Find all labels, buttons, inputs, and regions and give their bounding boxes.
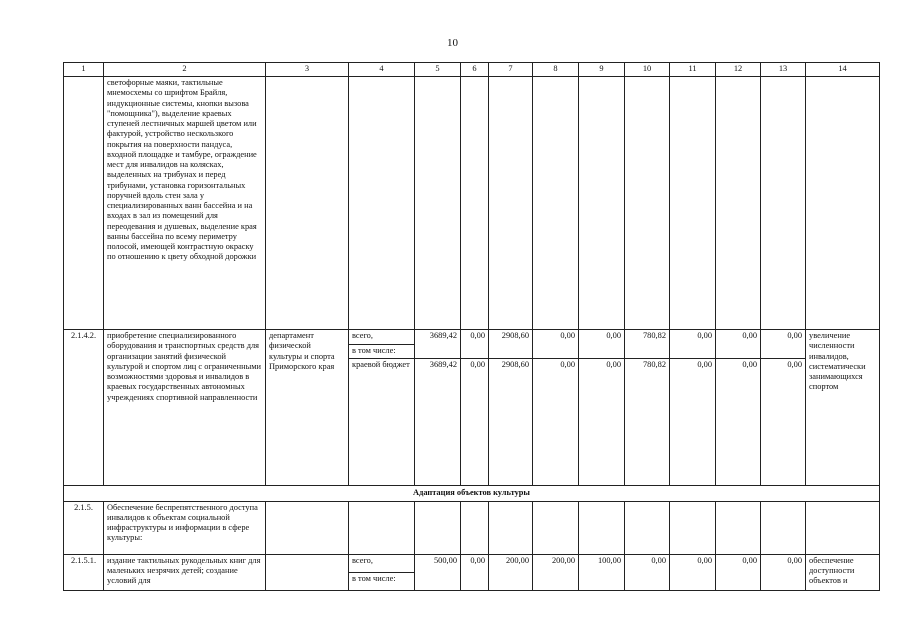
code-cell: 2.1.4.2. xyxy=(64,330,104,486)
value-cell xyxy=(415,501,461,554)
code-cell: 2.1.5. xyxy=(64,501,104,554)
source-cell: в том числе: xyxy=(349,572,415,590)
description-cell: приобретение специализированного оборудования и транспортных средств для организации занятий физической культурой и спортом лиц с ограниченными возможностями здоровья и инвалидов в краевых государственных автономных учреждениях спортивной направленности xyxy=(104,330,266,486)
source-cell: краевой бюджет xyxy=(349,358,415,485)
header-cell: 5 xyxy=(415,63,461,77)
header-cell: 9 xyxy=(579,63,625,77)
value-cell: 2908,60 xyxy=(489,358,533,485)
value-cell: 200,00 xyxy=(489,554,533,590)
header-cell: 4 xyxy=(349,63,415,77)
value-cell xyxy=(461,501,489,554)
code-cell xyxy=(64,77,104,330)
result-cell xyxy=(806,501,880,554)
source-cell xyxy=(349,77,415,330)
program-table xyxy=(63,62,880,591)
value-cell xyxy=(533,77,579,330)
result-cell: увеличение численности инвалидов, систематически занимающихся спортом xyxy=(806,330,880,486)
result-cell: обеспечение доступности объектов и xyxy=(806,554,880,590)
source-cell xyxy=(349,501,415,554)
value-cell: 0,00 xyxy=(761,330,806,359)
table-row-2151-total xyxy=(64,554,880,572)
value-cell: 0,00 xyxy=(670,358,716,485)
value-cell xyxy=(579,501,625,554)
header-cell: 14 xyxy=(806,63,880,77)
value-cell: 2908,60 xyxy=(489,330,533,359)
executor-cell xyxy=(266,501,349,554)
value-cell: 0,00 xyxy=(716,358,761,485)
header-cell: 6 xyxy=(461,63,489,77)
value-cell: 0,00 xyxy=(461,330,489,359)
value-cell: 100,00 xyxy=(579,554,625,590)
value-cell xyxy=(716,501,761,554)
header-cell: 7 xyxy=(489,63,533,77)
header-cell: 12 xyxy=(716,63,761,77)
header-cell: 13 xyxy=(761,63,806,77)
value-cell xyxy=(533,501,579,554)
description-cell: светофорные маяки, тактильные мнемосхемы со шрифтом Брайля, индукционные системы, кнопки вызова "помощника"), выделение краевых ступеней лестничных маршей цветом или фактурой, устройство нескользкого покрытия на поверхности пандуса, входной площадке и тамбуре, ограждение мест для инвалидов на колясках, выделенных на трибунах и перед трибунами, установка горизонтальных поручней вдоль стен зала у специализированных ванн бассейна и на входах в зал из помещений для переодевания и душевых, выделение края ванны бассейна по всему периметру полосой, имеющей контрастную окраску по отношению к цвету обходной дорожки xyxy=(104,77,266,330)
table-row-2142-total xyxy=(64,330,880,359)
value-cell: 0,00 xyxy=(533,358,579,485)
section-title: Адаптация объектов культуры xyxy=(64,485,880,501)
header-cell: 3 xyxy=(266,63,349,77)
header-cell: 11 xyxy=(670,63,716,77)
header-cell: 8 xyxy=(533,63,579,77)
source-total-label: всего, xyxy=(352,331,373,340)
value-cell xyxy=(415,77,461,330)
executor-cell: департамент физической культуры и спорта Приморского края xyxy=(266,330,349,486)
value-cell: 0,00 xyxy=(625,554,670,590)
page-number: 10 xyxy=(447,37,458,49)
section-row xyxy=(64,485,880,501)
value-cell: 0,00 xyxy=(761,554,806,590)
value-cell xyxy=(625,501,670,554)
value-cell xyxy=(670,77,716,330)
value-cell xyxy=(761,501,806,554)
value-cell: 780,82 xyxy=(625,358,670,485)
value-cell xyxy=(489,77,533,330)
value-cell: 200,00 xyxy=(533,554,579,590)
executor-cell xyxy=(266,554,349,590)
code-cell: 2.1.5.1. xyxy=(64,554,104,590)
header-cell: 1 xyxy=(64,63,104,77)
executor-cell xyxy=(266,77,349,330)
value-cell xyxy=(625,77,670,330)
description-cell: Обеспечение беспрепятственного доступа инвалидов к объектам социальной инфраструктуры и информации в сфере культуры: xyxy=(104,501,266,554)
source-cell: всего, xyxy=(349,554,415,572)
table-row-215 xyxy=(64,501,880,554)
value-cell: 0,00 xyxy=(761,358,806,485)
value-cell: 0,00 xyxy=(670,554,716,590)
value-cell: 500,00 xyxy=(415,554,461,590)
value-cell xyxy=(670,501,716,554)
value-cell: 3689,42 xyxy=(415,330,461,359)
source-including-label: в том числе: xyxy=(349,344,414,356)
value-cell: 0,00 xyxy=(533,330,579,359)
header-cell: 2 xyxy=(104,63,266,77)
value-cell: 3689,42 xyxy=(415,358,461,485)
description-cell: издание тактильных рукодельных книг для маленьких незрячих детей; создание условий для xyxy=(104,554,266,590)
source-cell xyxy=(349,330,415,359)
header-row xyxy=(64,63,880,77)
value-cell: 0,00 xyxy=(579,358,625,485)
value-cell xyxy=(579,77,625,330)
result-cell xyxy=(806,77,880,330)
value-cell: 0,00 xyxy=(461,358,489,485)
value-cell: 0,00 xyxy=(461,554,489,590)
value-cell: 780,82 xyxy=(625,330,670,359)
value-cell: 0,00 xyxy=(670,330,716,359)
value-cell xyxy=(761,77,806,330)
table-row-continuation xyxy=(64,77,880,330)
header-cell: 10 xyxy=(625,63,670,77)
value-cell: 0,00 xyxy=(716,330,761,359)
value-cell: 0,00 xyxy=(579,330,625,359)
value-cell xyxy=(461,77,489,330)
value-cell: 0,00 xyxy=(716,554,761,590)
value-cell xyxy=(716,77,761,330)
value-cell xyxy=(489,501,533,554)
